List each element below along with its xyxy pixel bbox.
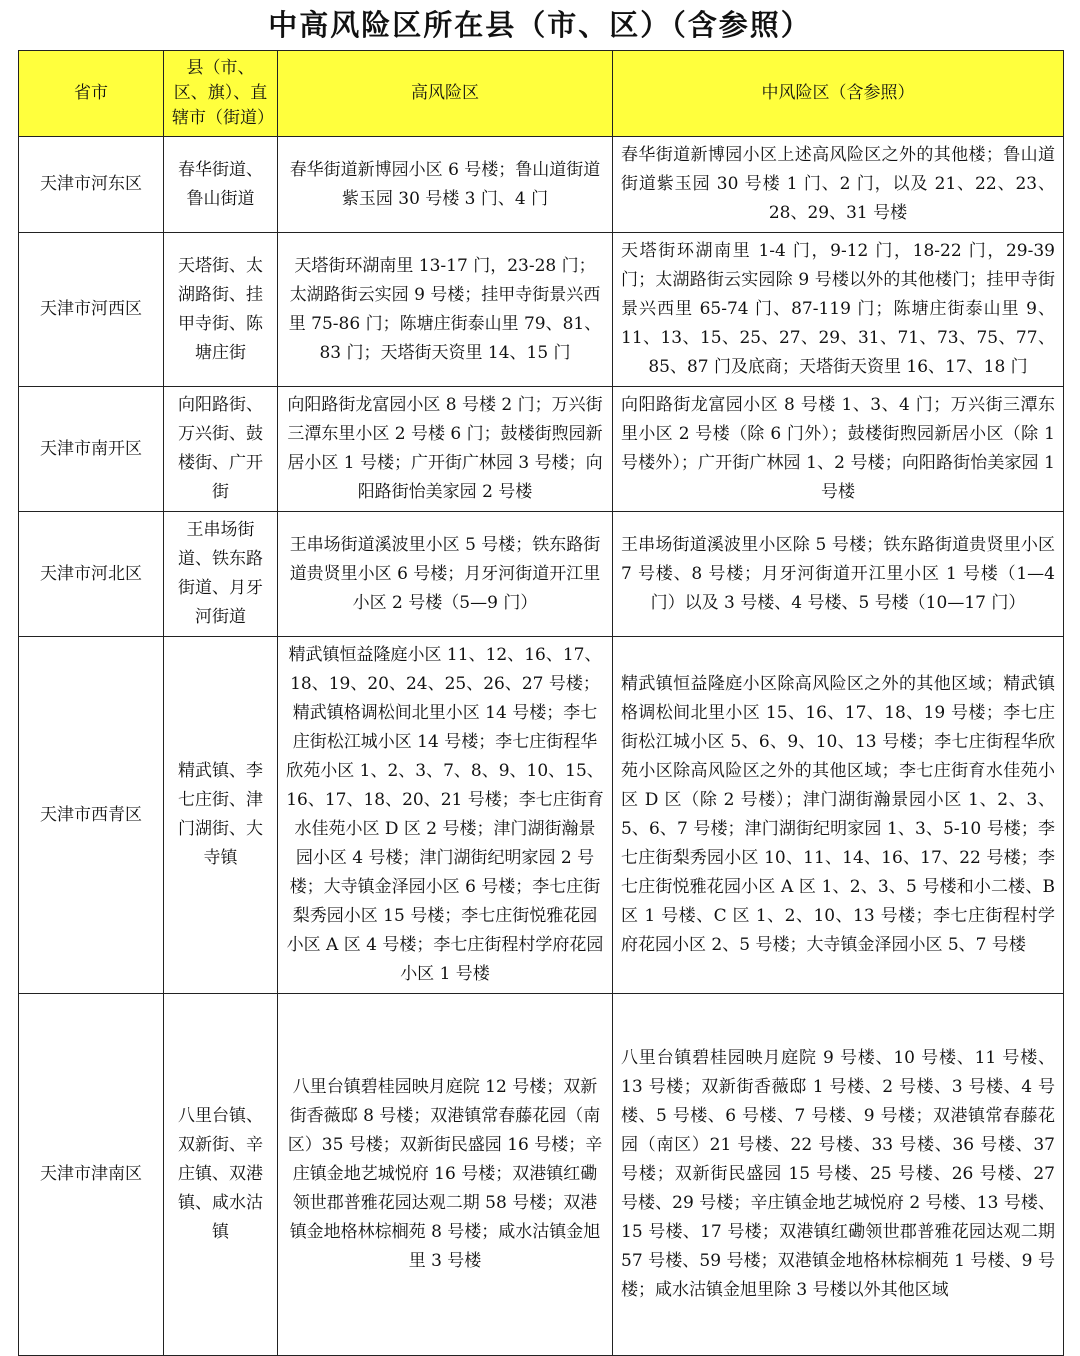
table-row (19, 137, 1064, 233)
province-cell: 天津市河北区 (19, 512, 164, 637)
header-medium-risk: 中风险区（含参照） (613, 51, 1064, 137)
province-cell: 天津市津南区 (19, 994, 164, 1356)
medium-risk-cell: 天塔街环湖南里 1-4 门，9-12 门，18-22 门，29-39 门；太湖路街云实园除 9 号楼以外的其他楼门；挂甲寺街景兴西里 65-74 门、87-119 门；陈塘庄街泰山里 9、11、13、15、25、27、29、31、71、73、75、77、85、87 门及底商；天塔街天资里 16、17、18 门 (613, 233, 1064, 387)
province-cell: 天津市西青区 (19, 637, 164, 994)
high-risk-cell: 天塔街环湖南里 13-17 门，23-28 门；太湖路街云实园 9 号楼；挂甲寺街景兴西里 75-86 门；陈塘庄街泰山里 79、81、83 门；天塔街天资里 14、15 门 (278, 233, 613, 387)
table-row (19, 512, 1064, 637)
province-cell: 天津市南开区 (19, 387, 164, 512)
high-risk-cell: 向阳路街龙富园小区 8 号楼 2 门；万兴街三潭东里小区 2 号楼 6 门；鼓楼街煦园新居小区 1 号楼；广开街广林园 3 号楼；向阳路街怡美家园 2 号楼 (278, 387, 613, 512)
risk-area-table (18, 50, 1064, 1356)
header-high-risk: 高风险区 (278, 51, 613, 137)
province-cell: 天津市河西区 (19, 233, 164, 387)
high-risk-cell: 精武镇恒益隆庭小区 11、12、16、17、18、19、20、24、25、26、27 号楼；精武镇格调松间北里小区 14 号楼；李七庄街松江城小区 14 号楼；李七庄街程华欣苑小区 1、2、3、7、8、9、10、15、16、17、18、20、21 号楼；李七庄街育水佳苑小区 D 区 2 号楼；津门湖街瀚景园小区 4 号楼；津门湖街纪明家园 2 号楼；大寺镇金泽园小区 6 号楼；李七庄街梨秀园小区 15 号楼；李七庄街悦雅花园小区 A 区 4 号楼；李七庄街程村学府花园小区 1 号楼 (278, 637, 613, 994)
high-risk-cell: 春华街道新博园小区 6 号楼；鲁山道街道紫玉园 30 号楼 3 门、4 门 (278, 137, 613, 233)
table-row (19, 233, 1064, 387)
header-county: 县（市、区、旗）、直辖市（街道） (164, 51, 278, 137)
table-row (19, 994, 1064, 1356)
page-title: 中高风险区所在县（市、区）（含参照） (268, 8, 812, 42)
header-row (19, 51, 1064, 137)
county-cell: 天塔街、太湖路街、挂甲寺街、陈塘庄街 (164, 233, 278, 387)
medium-risk-cell: 向阳路街龙富园小区 8 号楼 1、3、4 门；万兴街三潭东里小区 2 号楼（除 6 门外）；鼓楼街煦园新居小区（除 1 号楼外）；广开街广林园 1、2 号楼；向阳路街怡美家园 1 号楼 (613, 387, 1064, 512)
medium-risk-cell: 王串场街道溪波里小区除 5 号楼；铁东路街道贵贤里小区 7 号楼、8 号楼；月牙河街道开江里小区 1 号楼（1—4 门）以及 3 号楼、4 号楼、5 号楼（10—17 门） (613, 512, 1064, 637)
province-cell: 天津市河东区 (19, 137, 164, 233)
county-cell: 八里台镇、双新街、辛庄镇、双港镇、咸水沽镇 (164, 994, 278, 1356)
high-risk-cell: 王串场街道溪波里小区 5 号楼；铁东路街道贵贤里小区 6 号楼；月牙河街道开江里小区 2 号楼（5—9 门） (278, 512, 613, 637)
county-cell: 精武镇、李七庄街、津门湖街、大寺镇 (164, 637, 278, 994)
medium-risk-cell: 精武镇恒益隆庭小区除高风险区之外的其他区域；精武镇格调松间北里小区 15、16、17、18、19 号楼；李七庄街松江城小区 5、6、9、10、13 号楼；李七庄街程华欣苑小区除高风险区之外的其他区域；李七庄街育水佳苑小区 D 区（除 2 号楼）；津门湖街瀚景园小区 1、2、3、5、6、7 号楼；津门湖街纪明家园 1、3、5-10 号楼；李七庄街梨秀园小区 10、11、14、16、17、22 号楼；李七庄街悦雅花园小区 A 区 1、2、3、5 号楼和小二楼、B 区 1 号楼、C 区 1、2、10、13 号楼；李七庄街程村学府花园小区 2、5 号楼；大寺镇金泽园小区 5、7 号楼 (613, 637, 1064, 994)
county-cell: 春华街道、鲁山街道 (164, 137, 278, 233)
table-row (19, 637, 1064, 994)
table-row (19, 387, 1064, 512)
medium-risk-cell: 春华街道新博园小区上述高风险区之外的其他楼；鲁山道街道紫玉园 30 号楼 1 门、2 门，以及 21、22、23、28、29、31 号楼 (613, 137, 1064, 233)
county-cell: 王串场街道、铁东路街道、月牙河街道 (164, 512, 278, 637)
high-risk-cell: 八里台镇碧桂园映月庭院 12 号楼；双新街香薇邸 8 号楼；双港镇常春藤花园（南区）35 号楼；双新街民盛园 16 号楼；辛庄镇金地艺城悦府 16 号楼；双港镇红磡领世郡普雅花园达观二期 58 号楼；双港镇金地格林棕榈苑 8 号楼；咸水沽镇金旭里 3 号楼 (278, 994, 613, 1356)
county-cell: 向阳路街、万兴街、鼓楼街、广开街 (164, 387, 278, 512)
header-province: 省市 (19, 51, 164, 137)
medium-risk-cell: 八里台镇碧桂园映月庭院 9 号楼、10 号楼、11 号楼、13 号楼；双新街香薇邸 1 号楼、2 号楼、3 号楼、4 号楼、5 号楼、6 号楼、7 号楼、9 号楼；双港镇常春藤花园（南区）21 号楼、22 号楼、33 号楼、36 号楼、37 号楼；双新街民盛园 15 号楼、25 号楼、26 号楼、27 号楼、29 号楼；辛庄镇金地艺城悦府 2 号楼、13 号楼、15 号楼、17 号楼；双港镇红磡领世郡普雅花园达观二期 57 号楼、59 号楼；双港镇金地格林棕榈苑 1 号楼、9 号楼；咸水沽镇金旭里除 3 号楼以外其他区域 (613, 994, 1064, 1356)
